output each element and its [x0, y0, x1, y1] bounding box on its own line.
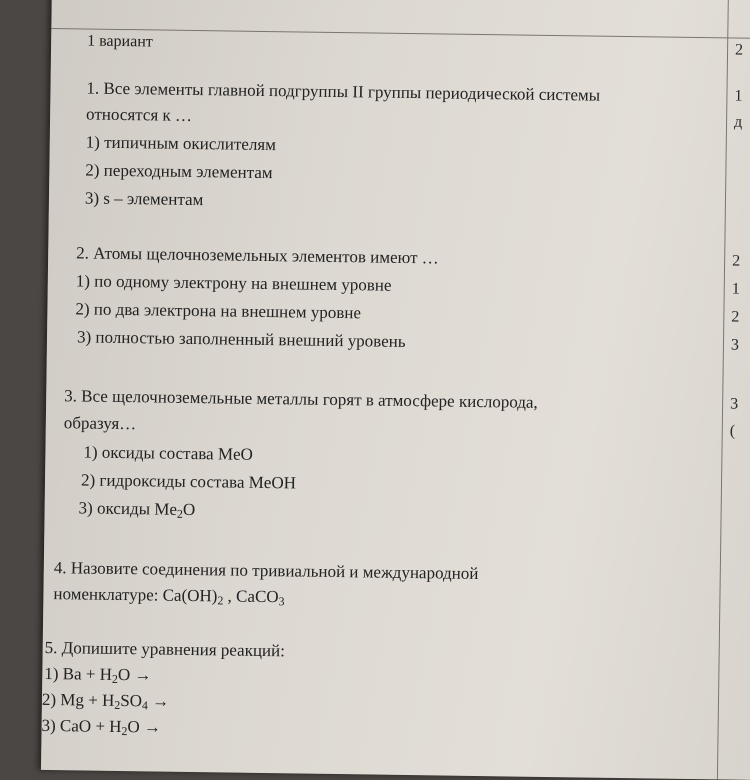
next-column-heading: 2 [734, 41, 744, 59]
reaction-equation: 1) $Ba + H_2O$ → [44, 663, 152, 686]
question-text: 2. Атомы щелочноземельных элементов имеют … [76, 243, 439, 268]
cutoff-text: 1 [734, 87, 743, 105]
answer-option: 3) s – элементам [84, 188, 204, 210]
answer-option: 1) оксиды состава MeO [83, 442, 253, 464]
question-text: 3. Все щелочноземельные металлы горят в атмосфере кислорода, [64, 386, 538, 412]
reaction-equation: 3) CaO + $H_2O$ → [41, 715, 162, 739]
reaction-equation: 2) $Mg + H_2SO_4$ → [41, 689, 170, 713]
next-column-cutoff [725, 20, 750, 740]
cutoff-text: 1 [731, 280, 740, 298]
cutoff-text: 3 [730, 336, 740, 354]
cutoff-text: ( [729, 422, 736, 440]
answer-option: 3) оксиды $Me_2O$ [78, 498, 196, 521]
cutoff-text: 2 [731, 308, 740, 326]
answer-option: 2) по два электрона на внешнем уровне [75, 299, 362, 323]
variant-heading: 1 вариант [87, 32, 153, 51]
answer-option: 1) по одному электрону на внешнем уровне [75, 271, 392, 295]
answer-option: 1) типичным окислителям [85, 132, 277, 155]
cutoff-text: 3 [730, 395, 739, 413]
header-rule [51, 28, 750, 39]
cutoff-text: 2 [732, 252, 741, 270]
question-text-cont: образуя… [63, 413, 137, 434]
question-text: 4. Назовите соединения по тривиальной и международной [53, 558, 479, 584]
answer-option: 2) гидроксиды состава MeOH [80, 470, 297, 493]
worksheet-paper [41, 0, 750, 780]
question-text: 5. Допишите уравнения реакций: [44, 637, 286, 661]
answer-option: 2) переходным элементам [85, 160, 273, 183]
question-text: 1. Все элементы главной подгруппы II группы периодической системы [86, 78, 601, 105]
question-text-cont: номенклатуре: $Ca(OH)_2$ , CaCO$_3$ [53, 584, 285, 609]
cutoff-text: д [733, 113, 743, 131]
question-text-cont: относятся к … [85, 104, 193, 125]
answer-option: 3) полностью заполненный внешний уровень [76, 327, 406, 351]
